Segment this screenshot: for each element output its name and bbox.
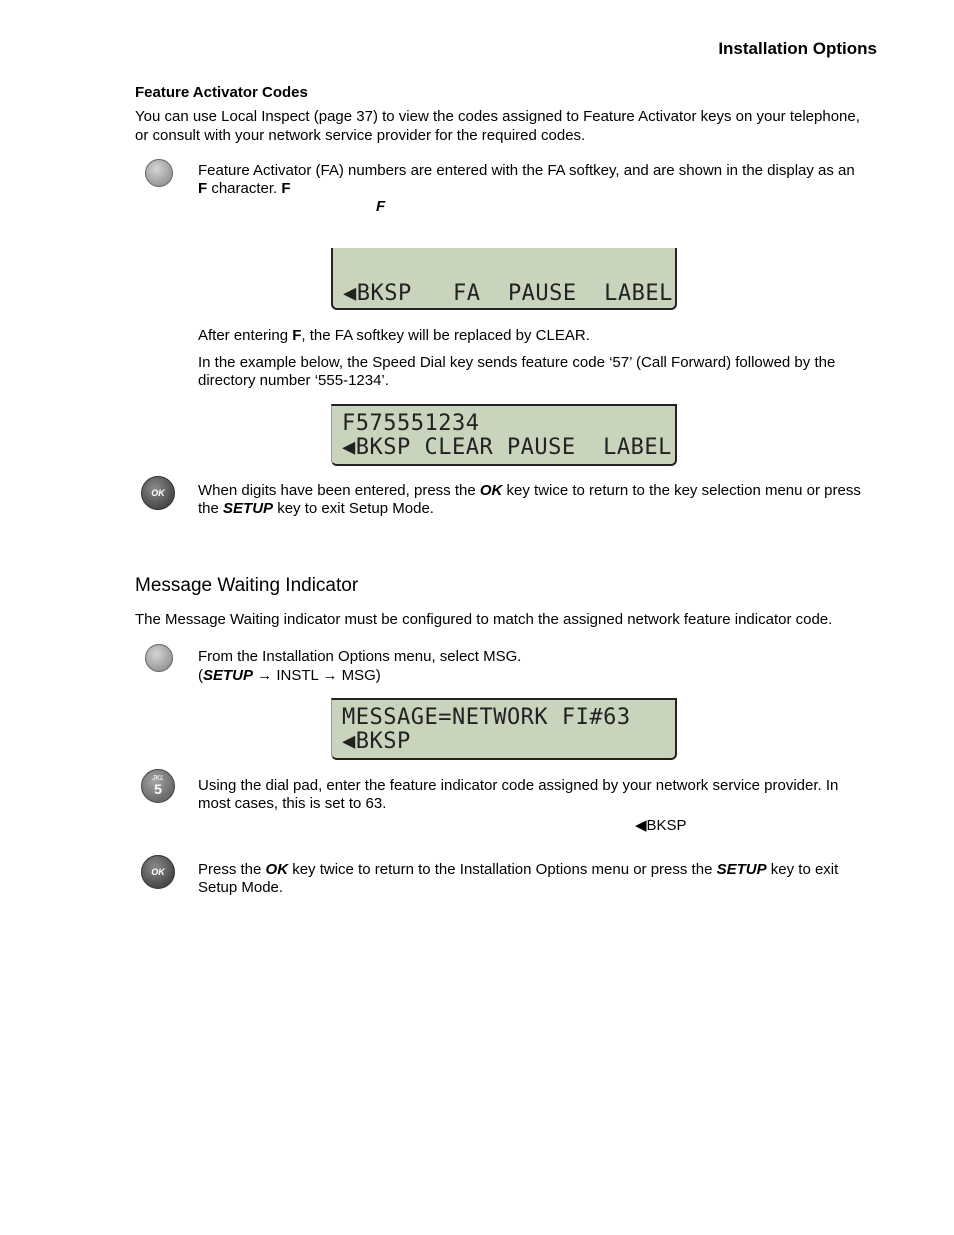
ok-key-icon: OK — [141, 855, 175, 889]
mwi-step2-text: Using the dial pad, enter the feature indicator code assigned by your network service provider. In most cases, this is set to 63. — [198, 777, 839, 812]
ok-key-icon: OK — [141, 476, 175, 510]
fa-step1-text: Feature Activator (FA) numbers are entered with the FA softkey, and are shown in the display as an F character. F — [198, 162, 855, 197]
mwi-step3-text: Press the OK key twice to return to the Installation Options menu or press the SETUP key to exit Setup Mode. — [198, 861, 839, 896]
lcd-line-2: ◀BKSP — [342, 729, 411, 754]
page-header-title: Installation Options — [718, 39, 877, 58]
fa-f-character: F — [376, 198, 386, 215]
lcd-line-2: ◀BKSP FA PAUSE LABEL — [343, 281, 673, 306]
mwi-step1-text: From the Installation Options menu, select MSG. (SETUP → INSTL → MSG) — [198, 648, 522, 684]
step-bullet-icon — [145, 159, 173, 187]
lcd-line-1: MESSAGE=NETWORK FI#63 — [342, 705, 631, 730]
lcd-line-2: ◀BKSP CLEAR PAUSE LABEL — [342, 435, 672, 460]
step-bullet-icon — [145, 644, 173, 672]
dial-key-5-icon: JKL 5 — [141, 769, 175, 803]
lcd-display-message — [331, 698, 677, 760]
fa-example-text: In the example below, the Speed Dial key sends feature code ‘57’ (Call Forward) followed by the directory number ‘555-1234’. — [198, 354, 836, 389]
feature-activator-heading: Feature Activator Codes — [135, 84, 308, 101]
feature-activator-intro: You can use Local Inspect (page 37) to view the codes assigned to Feature Activator keys on your telephone, or consult with your network service provider for the required codes. — [135, 108, 860, 144]
lcd-display-clear — [331, 404, 677, 466]
message-waiting-heading: Message Waiting Indicator — [135, 575, 359, 596]
lcd-line-1: F575551234 — [342, 411, 480, 436]
lcd-display-fa — [331, 248, 677, 310]
message-waiting-intro: The Message Waiting indicator must be configured to match the assigned network feature indicator code. — [135, 611, 833, 628]
bksp-softkey-label: ◀BKSP — [635, 817, 687, 834]
lcd-line-1 — [343, 254, 665, 278]
fa-after-entering-text: After entering F, the FA softkey will be replaced by CLEAR. — [198, 327, 590, 344]
fa-step2-text: When digits have been entered, press the OK key twice to return to the key selection menu or press the SETUP key to exit Setup Mode. — [198, 482, 861, 517]
